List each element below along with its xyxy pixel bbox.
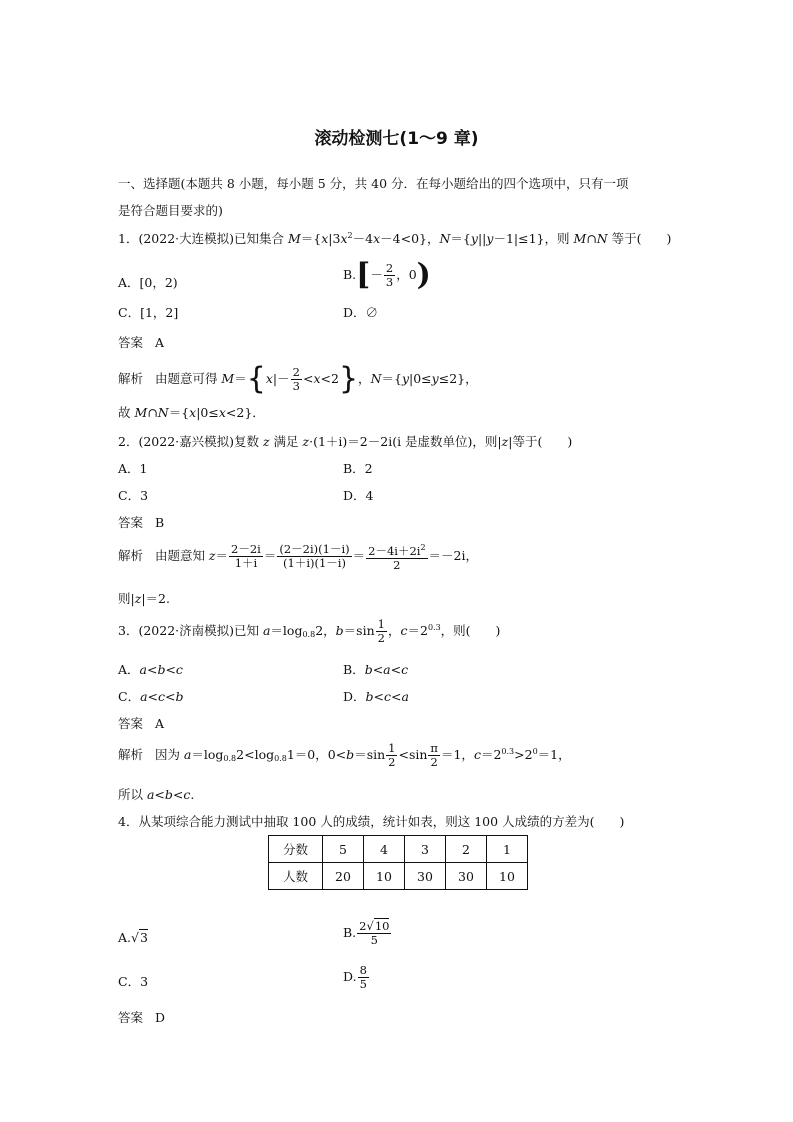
q3-option-b: B．b<a<c: [343, 662, 409, 677]
q4-stem: 4．从某项综合能力测试中抽取 100 人的成绩，统计如表，则这 100 人成绩的方差为( ): [118, 814, 625, 829]
q4-answer: 答案 D: [118, 1010, 165, 1025]
q2-option-b: B．2: [343, 461, 373, 476]
q4-option-a: A.√3: [118, 930, 148, 945]
table-cell: 5: [323, 836, 364, 863]
table-cell: 1: [487, 836, 528, 863]
table-cell: 分数: [269, 836, 323, 863]
q4-option-b: B. $\frac{2√10}{5}$: [343, 919, 390, 947]
q1-answer: 答案 A: [118, 335, 164, 350]
table-cell: 2: [446, 836, 487, 863]
q3-option-d: D．b<c<a: [343, 689, 409, 704]
q2-analysis: 解析 由题意知 z＝ $\frac{2-2i}{1+i}$ ＝ $\frac{(2-2i)(1-i)}{(1+i)(1-i)}$ ＝ $\frac{2-4i+2i^2}{2}$ ＝－2i，: [118, 542, 478, 572]
q3-stem: 3．(2022·济南模拟)已知 $a=\log_{0.8}2$，b＝sin $\frac{1}{2}$ ，$c=2^{0.3}$，则( ): [118, 617, 501, 645]
table-cell: 10: [487, 863, 528, 890]
table-cell: 20: [323, 863, 364, 890]
q2-answer: 答案 B: [118, 515, 165, 530]
table-cell: 30: [405, 863, 446, 890]
table-cell: 人数: [269, 863, 323, 890]
page-title: 滚动检测七(1～9 章): [314, 129, 479, 149]
table-cell: 30: [446, 863, 487, 890]
q1-option-d: D．∅: [343, 305, 379, 320]
q1-stem: 1．(2022·大连模拟)已知集合 $M=\{x|3x^2-4x-4<0\}$，N＝{y||y－1|≤1}，则 M∩N 等于( ): [118, 231, 672, 246]
q3-analysis: 解析 因为 $a=\log_{0.8}2<\log_{0.8}1=0$，0<b＝sin $\frac{1}{2}$ <sin $\frac{\pi}{2}$ ＝1，$c=2^{0.3}>2^0=1$，: [118, 741, 571, 769]
table-row: [269, 836, 528, 863]
table-row: [269, 863, 528, 890]
section-heading-line1: 一、选择题(本题共 8 小题，每小题 5 分，共 40 分．在每小题给出的四个选项中，只有一项: [118, 176, 629, 191]
section-heading-line2: 是符合题目要求的): [118, 203, 223, 218]
table-cell: 3: [405, 836, 446, 863]
q2-option-a: A．1: [118, 461, 148, 476]
q1-analysis-line2: 故 M∩N＝{x|0≤x<2}．: [118, 405, 265, 420]
q3-answer: 答案 A: [118, 716, 164, 731]
q2-option-c: C．3: [118, 488, 149, 503]
q3-option-a: A．a<b<c: [118, 662, 183, 677]
q2-stem: 2．(2022·嘉兴模拟)复数 z 满足 z·(1＋i)＝2－2i(i 是虚数单位)，则|z|等于( ): [118, 434, 573, 449]
q1-option-c: C．[1，2]: [118, 305, 179, 320]
table-cell: 4: [364, 836, 405, 863]
q1-option-b: B.[－ $\frac{2}{3}$ ，0): [343, 257, 431, 293]
score-table: [268, 835, 528, 890]
q3-option-c: C．a<c<b: [118, 689, 184, 704]
q4-option-c: C．3: [118, 974, 149, 989]
q4-option-d: D. $\frac{8}{5}$: [343, 963, 367, 991]
q2-analysis-line2: 则|z|＝2.: [118, 591, 170, 606]
table-cell: 10: [364, 863, 405, 890]
q3-analysis-line2: 所以 a<b<c.: [118, 787, 195, 802]
q1-analysis: 解析 由题意可得 M＝{x|－ $\frac{2}{3}$ <x<2}，N＝{y|0≤y≤2}，: [118, 361, 478, 397]
q2-option-d: D．4: [343, 488, 374, 503]
q1-option-a: A．[0，2): [118, 275, 178, 290]
